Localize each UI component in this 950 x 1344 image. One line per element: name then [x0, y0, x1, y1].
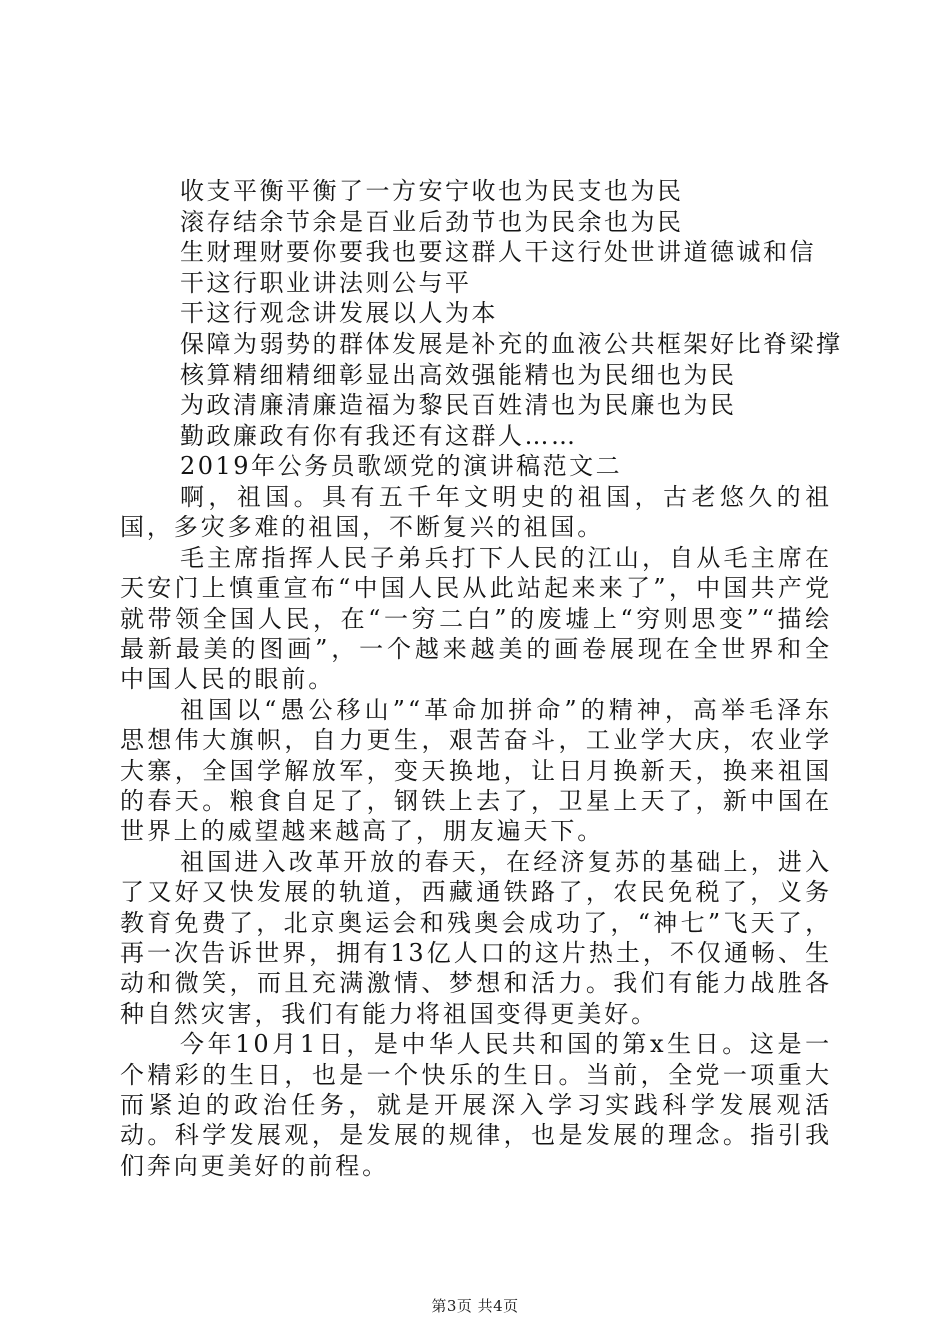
verse-line: 干这行观念讲发展以人为本: [180, 299, 498, 328]
verse-line: 收支平衡平衡了一方安宁收也为民支也为民: [180, 177, 684, 205]
verse-line: 滚存结余节余是百业后劲节也为民余也为民: [180, 207, 684, 236]
verse-line: 勤政廉政有你有我还有这群人……: [180, 421, 578, 450]
verse-line: 干这行职业讲法则公与平: [180, 268, 472, 297]
paragraph: 祖国以“愚公移山”“革命加拼命”的精神，高举毛泽东思想伟大旗帜，自力更生，艰苦奋斗，工业学大庆，农业学大寨，全国学解放军，变天换地，让日月换新天，换来祖国的春天。粮食自足了，钢铁上去了，卫星上天了，新中国在世界上的威望越来越高了，朋友遍天下。: [120, 695, 832, 846]
verse-line: 为政清廉清廉造福为黎民百姓清也为民廉也为民: [180, 391, 737, 420]
page-number-footer: 第3页 共4页: [431, 1297, 519, 1315]
section-title: 2019年公务员歌颂党的演讲稿范文二: [180, 452, 623, 481]
verse-line: 生财理财要你要我也要这群人干这行处世讲道德诚和信: [180, 238, 816, 267]
paragraph: 毛主席指挥人民子弟兵打下人民的江山，自从毛主席在天安门上慎重宣布“中国人民从此站起来来了”，中国共产党就带领全国人民，在“一穷二白”的废墟上“穷则思变”“描绘最新最美的图画”，一个越来越美的画卷展现在全世界和全中国人民的眼前。: [120, 543, 832, 694]
paragraph: 啊，祖国。具有五千年文明史的祖国，古老悠久的祖国，多灾多难的祖国，不断复兴的祖国。: [120, 482, 832, 542]
paragraph: 祖国进入改革开放的春天，在经济复苏的基础上，进入了又好又快发展的轨道，西藏通铁路了，农民免税了，义务教育免费了，北京奥运会和残奥会成功了，“神七”飞天了，再一次告诉世界，拥有13亿人口的这片热土，不仅通畅、生动和微笑，而且充满激情、梦想和活力。我们有能力战胜各种自然灾害，我们有能力将祖国变得更美好。: [120, 847, 832, 1028]
document-body: [120, 176, 843, 1181]
verse-line: 保障为弱势的群体发展是补充的血液公共框架好比脊梁撑: [180, 329, 843, 358]
paragraph: 今年10月1日，是中华人民共和国的第x生日。这是一个精彩的生日，也是一个快乐的生日。当前，全党一项重大而紧迫的政治任务，就是开展深入学习实践科学发展观活动。科学发展观，是发展的规律，也是发展的理念。指引我们奔向更美好的前程。: [120, 1030, 832, 1180]
verse-line: 核算精细精细彰显出高效强能精也为民细也为民: [180, 360, 737, 389]
